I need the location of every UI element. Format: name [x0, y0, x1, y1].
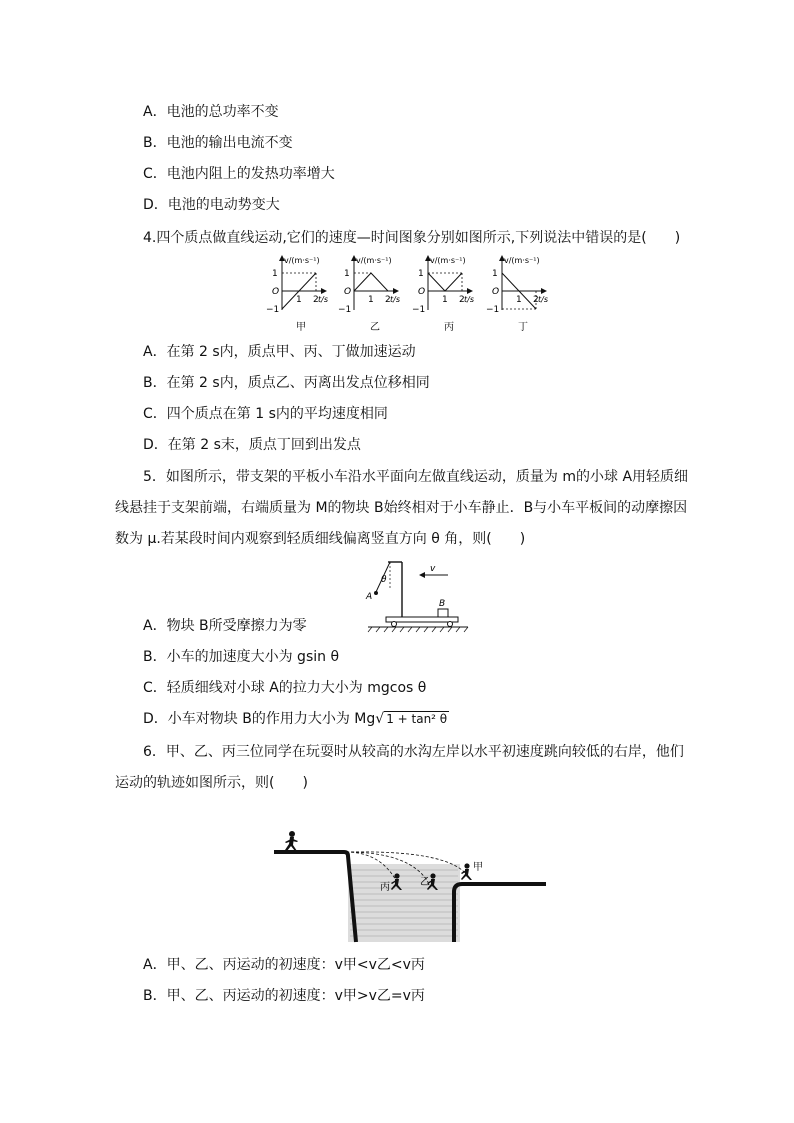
svg-text:O: O [418, 287, 426, 297]
svg-text:2: 2 [459, 295, 465, 305]
svg-text:−1: −1 [266, 305, 280, 315]
svg-text:θ: θ [381, 575, 387, 585]
svg-text:A: A [366, 592, 373, 602]
ylabel-jia: v/(m·s⁻¹) [284, 256, 320, 265]
svg-text:O: O [344, 287, 352, 297]
sqrt-sign: √ [375, 711, 385, 727]
q3-option-a: A．电池的总功率不变 [143, 104, 279, 120]
q6-stem-line1: 6．甲、乙、丙三位同学在玩耍时从较高的水沟左岸以水平初速度跳向较低的右岸，他们 [143, 744, 684, 760]
graph-yi [338, 256, 400, 333]
cart-figure [364, 555, 474, 635]
q5-stem-line3: 数为 μ.若某段时间内观察到轻质细线偏离竖直方向 θ 角，则( ) [115, 531, 526, 547]
q3-option-b: B．电池的输出电流不变 [143, 135, 293, 151]
q5-stem-line1: 5．如图所示，带支架的平板小车沿水平面向左做直线运动，质量为 m的小球 A用轻质细 [143, 469, 689, 485]
svg-text:t/s: t/s [318, 295, 328, 304]
q5-option-d [143, 709, 449, 729]
ditch-figure [270, 826, 552, 946]
svg-text:2: 2 [385, 295, 391, 305]
q6-option-a: A．甲、乙、丙运动的初速度：v甲<v乙<v丙 [143, 957, 425, 973]
svg-text:1: 1 [418, 269, 424, 279]
label-bing: 丙 [380, 882, 390, 893]
svg-text:−1: −1 [338, 305, 352, 315]
q4-option-b: B．在第 2 s内，质点乙、丙离出发点位移相同 [143, 375, 430, 391]
svg-text:1: 1 [344, 269, 350, 279]
svg-text:1: 1 [516, 295, 522, 305]
svg-text:v: v [430, 564, 436, 574]
svg-text:1: 1 [492, 269, 498, 279]
q3-option-d: D．电池的电动势变大 [143, 197, 280, 213]
q3-option-c: C．电池内阻上的发热功率增大 [143, 166, 335, 182]
jumper-jia-icon [461, 863, 472, 880]
q4-option-a: A．在第 2 s内，质点甲、丙、丁做加速运动 [143, 344, 416, 360]
svg-text:t/s: t/s [390, 295, 400, 304]
q5-option-c: C．轻质细线对小球 A的拉力大小为 mgcos θ [143, 680, 427, 696]
q4-option-d: D．在第 2 s末，质点丁回到出发点 [143, 437, 361, 453]
svg-text:2: 2 [533, 295, 539, 305]
q4-option-c: C．四个质点在第 1 s内的平均速度相同 [143, 406, 388, 422]
svg-text:O: O [492, 287, 500, 297]
runner-start-icon [285, 831, 298, 851]
svg-text:v/(m·s⁻¹): v/(m·s⁻¹) [356, 256, 392, 265]
graph-jia [266, 256, 328, 333]
graph-ding [486, 256, 548, 333]
q5-stem-line2: 线悬挂于支架前端，右端质量为 M的物块 B始终相对于小车静止．B与小车平板间的动摩擦因 [115, 500, 688, 516]
caption-yi: 乙 [370, 322, 380, 333]
graph-bing [412, 256, 474, 333]
svg-text:2: 2 [313, 295, 319, 305]
q5-option-b: B．小车的加速度大小为 gsin θ [143, 649, 340, 665]
caption-ding: 丁 [518, 322, 528, 333]
q5-option-a: A．物块 B所受摩擦力为零 [143, 618, 307, 634]
svg-text:t/s: t/s [538, 295, 548, 304]
svg-text:v/(m·s⁻¹): v/(m·s⁻¹) [430, 256, 466, 265]
q4-stem: 4.四个质点做直线运动,它们的速度—时间图象分别如图所示,下列说法中错误的是( ) [143, 230, 681, 246]
q6-stem-line2: 运动的轨迹如图所示，则( ) [115, 775, 308, 791]
ball-a [374, 591, 378, 595]
svg-text:−1: −1 [412, 305, 426, 315]
svg-text:1: 1 [296, 295, 302, 305]
svg-text:v/(m·s⁻¹): v/(m·s⁻¹) [504, 256, 540, 265]
label-yi: 乙 [420, 877, 430, 888]
svg-text:−1: −1 [486, 305, 500, 315]
svg-text:B: B [439, 599, 446, 609]
q6-option-b: B．甲、乙、丙运动的初速度：v甲>v乙=v丙 [143, 988, 425, 1004]
label-jia: 甲 [473, 862, 483, 873]
block-b [438, 609, 448, 617]
q5-option-d-radicand: 1 + tan² θ [386, 712, 448, 726]
svg-text:1: 1 [442, 295, 448, 305]
svg-text:t/s: t/s [464, 295, 474, 304]
svg-text:1: 1 [272, 269, 278, 279]
vt-graphs-figure [258, 252, 558, 337]
svg-text:O: O [272, 287, 280, 297]
caption-jia: 甲 [296, 322, 306, 333]
svg-text:1: 1 [368, 295, 374, 305]
caption-bing: 丙 [444, 322, 454, 333]
q5-option-d-text: D．小车对物块 B的作用力大小为 Mg [143, 711, 376, 727]
